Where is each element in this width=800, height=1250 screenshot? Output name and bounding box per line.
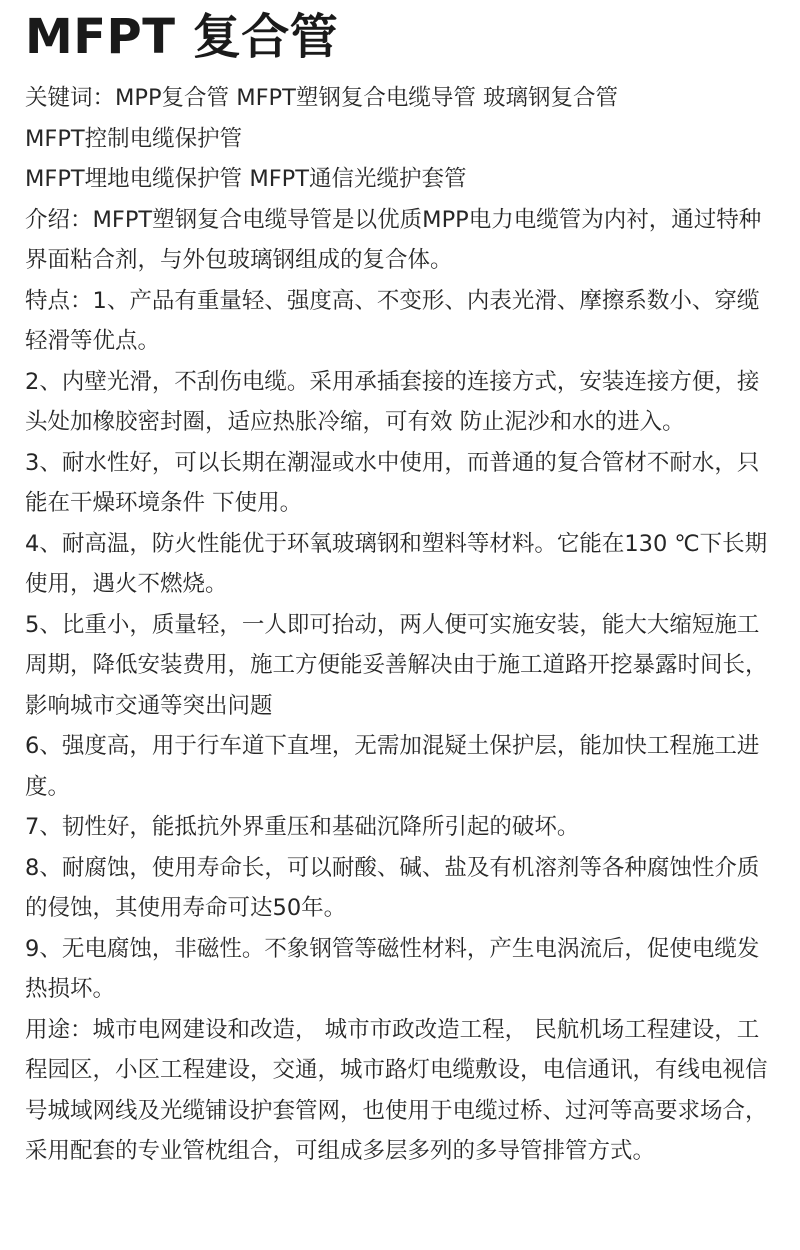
feature-item: 7、韧性好，能抵抗外界重压和基础沉降所引起的破坏。 — [25, 814, 580, 840]
intro-paragraph: 介绍：MFPT塑钢复合电缆导管是以优质MPP电力电缆管为内衬，通过特种界面粘合剂，与外包玻璃钢组成的复合体。 — [25, 206, 762, 273]
usage-paragraph: 用途：城市电网建设和改造， 城市市政改造工程， 民航机场工程建设，工程园区，小区工程建设，交通，城市路灯电缆敷设，电信通讯，有线电视信号城域网线及光缆铺设护套管网，也使用于电缆过桥、过河等高要求场合，采用配套的专业管枕组合，可组成多层多列的多导管排管方式。 — [25, 1016, 768, 1164]
feature-item: 5、比重小，质量轻，一人即可抬动，两人便可实施安装，能大大缩短施工周期，降低安装费用，施工方便能妥善解决由于施工道路开挖暴露时间长，影响城市交通等突出问题 — [25, 611, 768, 719]
feature-item: 6、强度高，用于行车道下直埋，无需加混疑土保护层，能加快工程施工进度。 — [25, 733, 760, 800]
keywords-line: 关键词：MPP复合管 MFPT塑钢复合电缆导管 玻璃钢复合管 — [25, 85, 619, 111]
page-title: MFPT 复合管 — [25, 9, 339, 65]
keywords-line: MFPT埋地电缆保护管 MFPT通信光缆护套管 — [25, 166, 467, 192]
keywords-line: MFPT控制电缆保护管 — [25, 125, 243, 152]
feature-item: 8、耐腐蚀，使用寿命长，可以耐酸、碱、盐及有机溶剂等各种腐蚀性介质的侵蚀，其使用寿命可达50年。 — [25, 854, 760, 921]
feature-item: 4、耐高温，防火性能优于环氧玻璃钢和塑料等材料。它能在130 ℃下长期使用，遇火不燃烧。 — [25, 530, 768, 597]
features-list — [25, 281, 780, 1010]
feature-item: 3、耐水性好，可以长期在潮湿或水中使用，而普通的复合管材不耐水，只能在干燥环境条件 下使用。 — [25, 449, 760, 516]
feature-item: 特点：1、产品有重量轻、强度高、不变形、内表光滑、摩擦系数小、穿缆轻滑等优点。 — [25, 287, 760, 354]
keywords-section — [25, 78, 780, 200]
feature-item: 9、无电腐蚀，非磁性。不象钢管等磁性材料，产生电涡流后，促使电缆发热损坏。 — [25, 935, 760, 1002]
feature-item: 2、内壁光滑，不刮伤电缆。采用承插套接的连接方式，安装连接方便，接头处加橡胶密封圈，适应热胀冷缩，可有效 防止泥沙和水的进入。 — [25, 368, 760, 435]
